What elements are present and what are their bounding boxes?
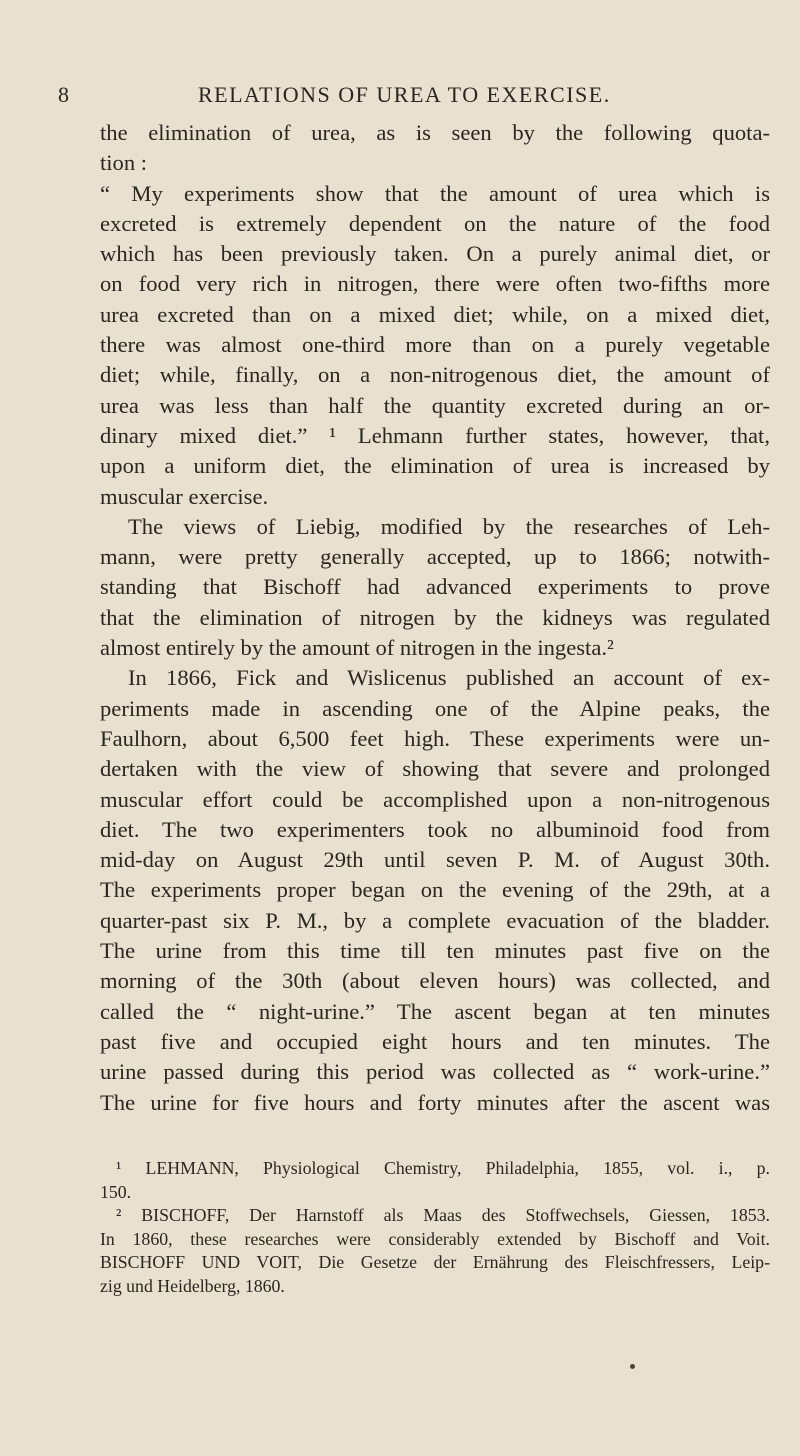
text-line: morning of the 30th (about eleven hours) was collected, and [100, 968, 770, 994]
text-line: almost entirely by the amount of nitrogen in the ingesta.² [100, 635, 614, 661]
text-line: mann, were pretty generally accepted, up to 1866; notwith- [100, 544, 770, 570]
text-line: past five and occupied eight hours and ten minutes. The [100, 1028, 770, 1054]
text-line: dinary mixed diet.” ¹ Lehmann further states, however, that, [100, 422, 770, 448]
text-line: quarter-past six P. M., by a complete evacuation of the bladder. [100, 907, 770, 933]
running-title: RELATIONS OF UREA TO EXERCISE. [198, 82, 611, 107]
text-line: muscular exercise. [100, 483, 269, 509]
text-line: that the elimination of nitrogen by the kidneys was regulated [100, 604, 770, 630]
text-line: urea excreted than on a mixed diet; while, on a mixed diet, [100, 301, 770, 327]
text-line: “ My experiments show that the amount of urea which is [100, 180, 770, 206]
text-line: standing that Bischoff had advanced experiments to prove [100, 574, 770, 600]
body-text [100, 118, 770, 1118]
text-line: Faulhorn, about 6,500 feet high. These experiments were un- [100, 725, 770, 751]
text-line: which has been previously taken. On a purely animal diet, or [100, 241, 770, 267]
text-line: dertaken with the view of showing that severe and prolonged [100, 756, 770, 782]
text-line: mid-day on August 29th until seven P. M. of August 30th. [100, 847, 770, 873]
text-line: urine passed during this period was collected as “ work-urine.” [100, 1059, 770, 1085]
text-line: The urine from this time till ten minutes past five on the [100, 938, 770, 964]
text-line: there was almost one-third more than on a purely vegetable [100, 332, 770, 358]
text-line: diet. The two experimenters took no albuminoid food from [100, 816, 770, 842]
text-line: called the “ night-urine.” The ascent began at ten minutes [100, 998, 770, 1024]
text-line: The views of Liebig, modified by the researches of Leh- [128, 513, 770, 539]
footnote-line: zig und Heidelberg, 1860. [100, 1275, 285, 1296]
footnote-line: 150. [100, 1181, 132, 1202]
text-line: urea was less than half the quantity excreted during an or- [100, 392, 770, 418]
text-line: The experiments proper began on the evening of the 29th, at a [100, 877, 770, 903]
footnote-line: BISCHOFF UND VOIT, Die Gesetze der Ernährung des Fleischfressers, Leip- [100, 1252, 770, 1272]
ink-speck [630, 1364, 635, 1369]
text-line: upon a uniform diet, the elimination of urea is increased by [100, 453, 770, 479]
text-line: on food very rich in nitrogen, there were often two-fifths more [100, 271, 770, 297]
footnote-line: ² BISCHOFF, Der Harnstoff als Maas des Stoffwechsels, Giessen, 1853. [116, 1205, 770, 1225]
text-line: muscular effort could be accomplished upon a non-nitrogenous [100, 786, 770, 812]
text-line: The urine for five hours and forty minutes after the ascent was [100, 1089, 770, 1115]
text-line: periments made in ascending one of the Alpine peaks, the [100, 695, 770, 721]
text-line: diet; while, finally, on a non-nitrogenous diet, the amount of [100, 362, 770, 388]
footnote-line: In 1860, these researches were considerably extended by Bischoff and Voit. [100, 1228, 770, 1249]
page-header [58, 82, 758, 112]
text-line: In 1866, Fick and Wislicenus published an account of ex- [128, 665, 770, 691]
text-line: tion : [100, 150, 148, 176]
text-line: excreted is extremely dependent on the nature of the food [100, 210, 770, 236]
footnotes [100, 1157, 770, 1298]
text-line: the elimination of urea, as is seen by the following quota- [100, 120, 770, 145]
footnote-line: ¹ LEHMANN, Physiological Chemistry, Philadelphia, 1855, vol. i., p. [116, 1158, 770, 1178]
page-number: 8 [58, 82, 71, 107]
